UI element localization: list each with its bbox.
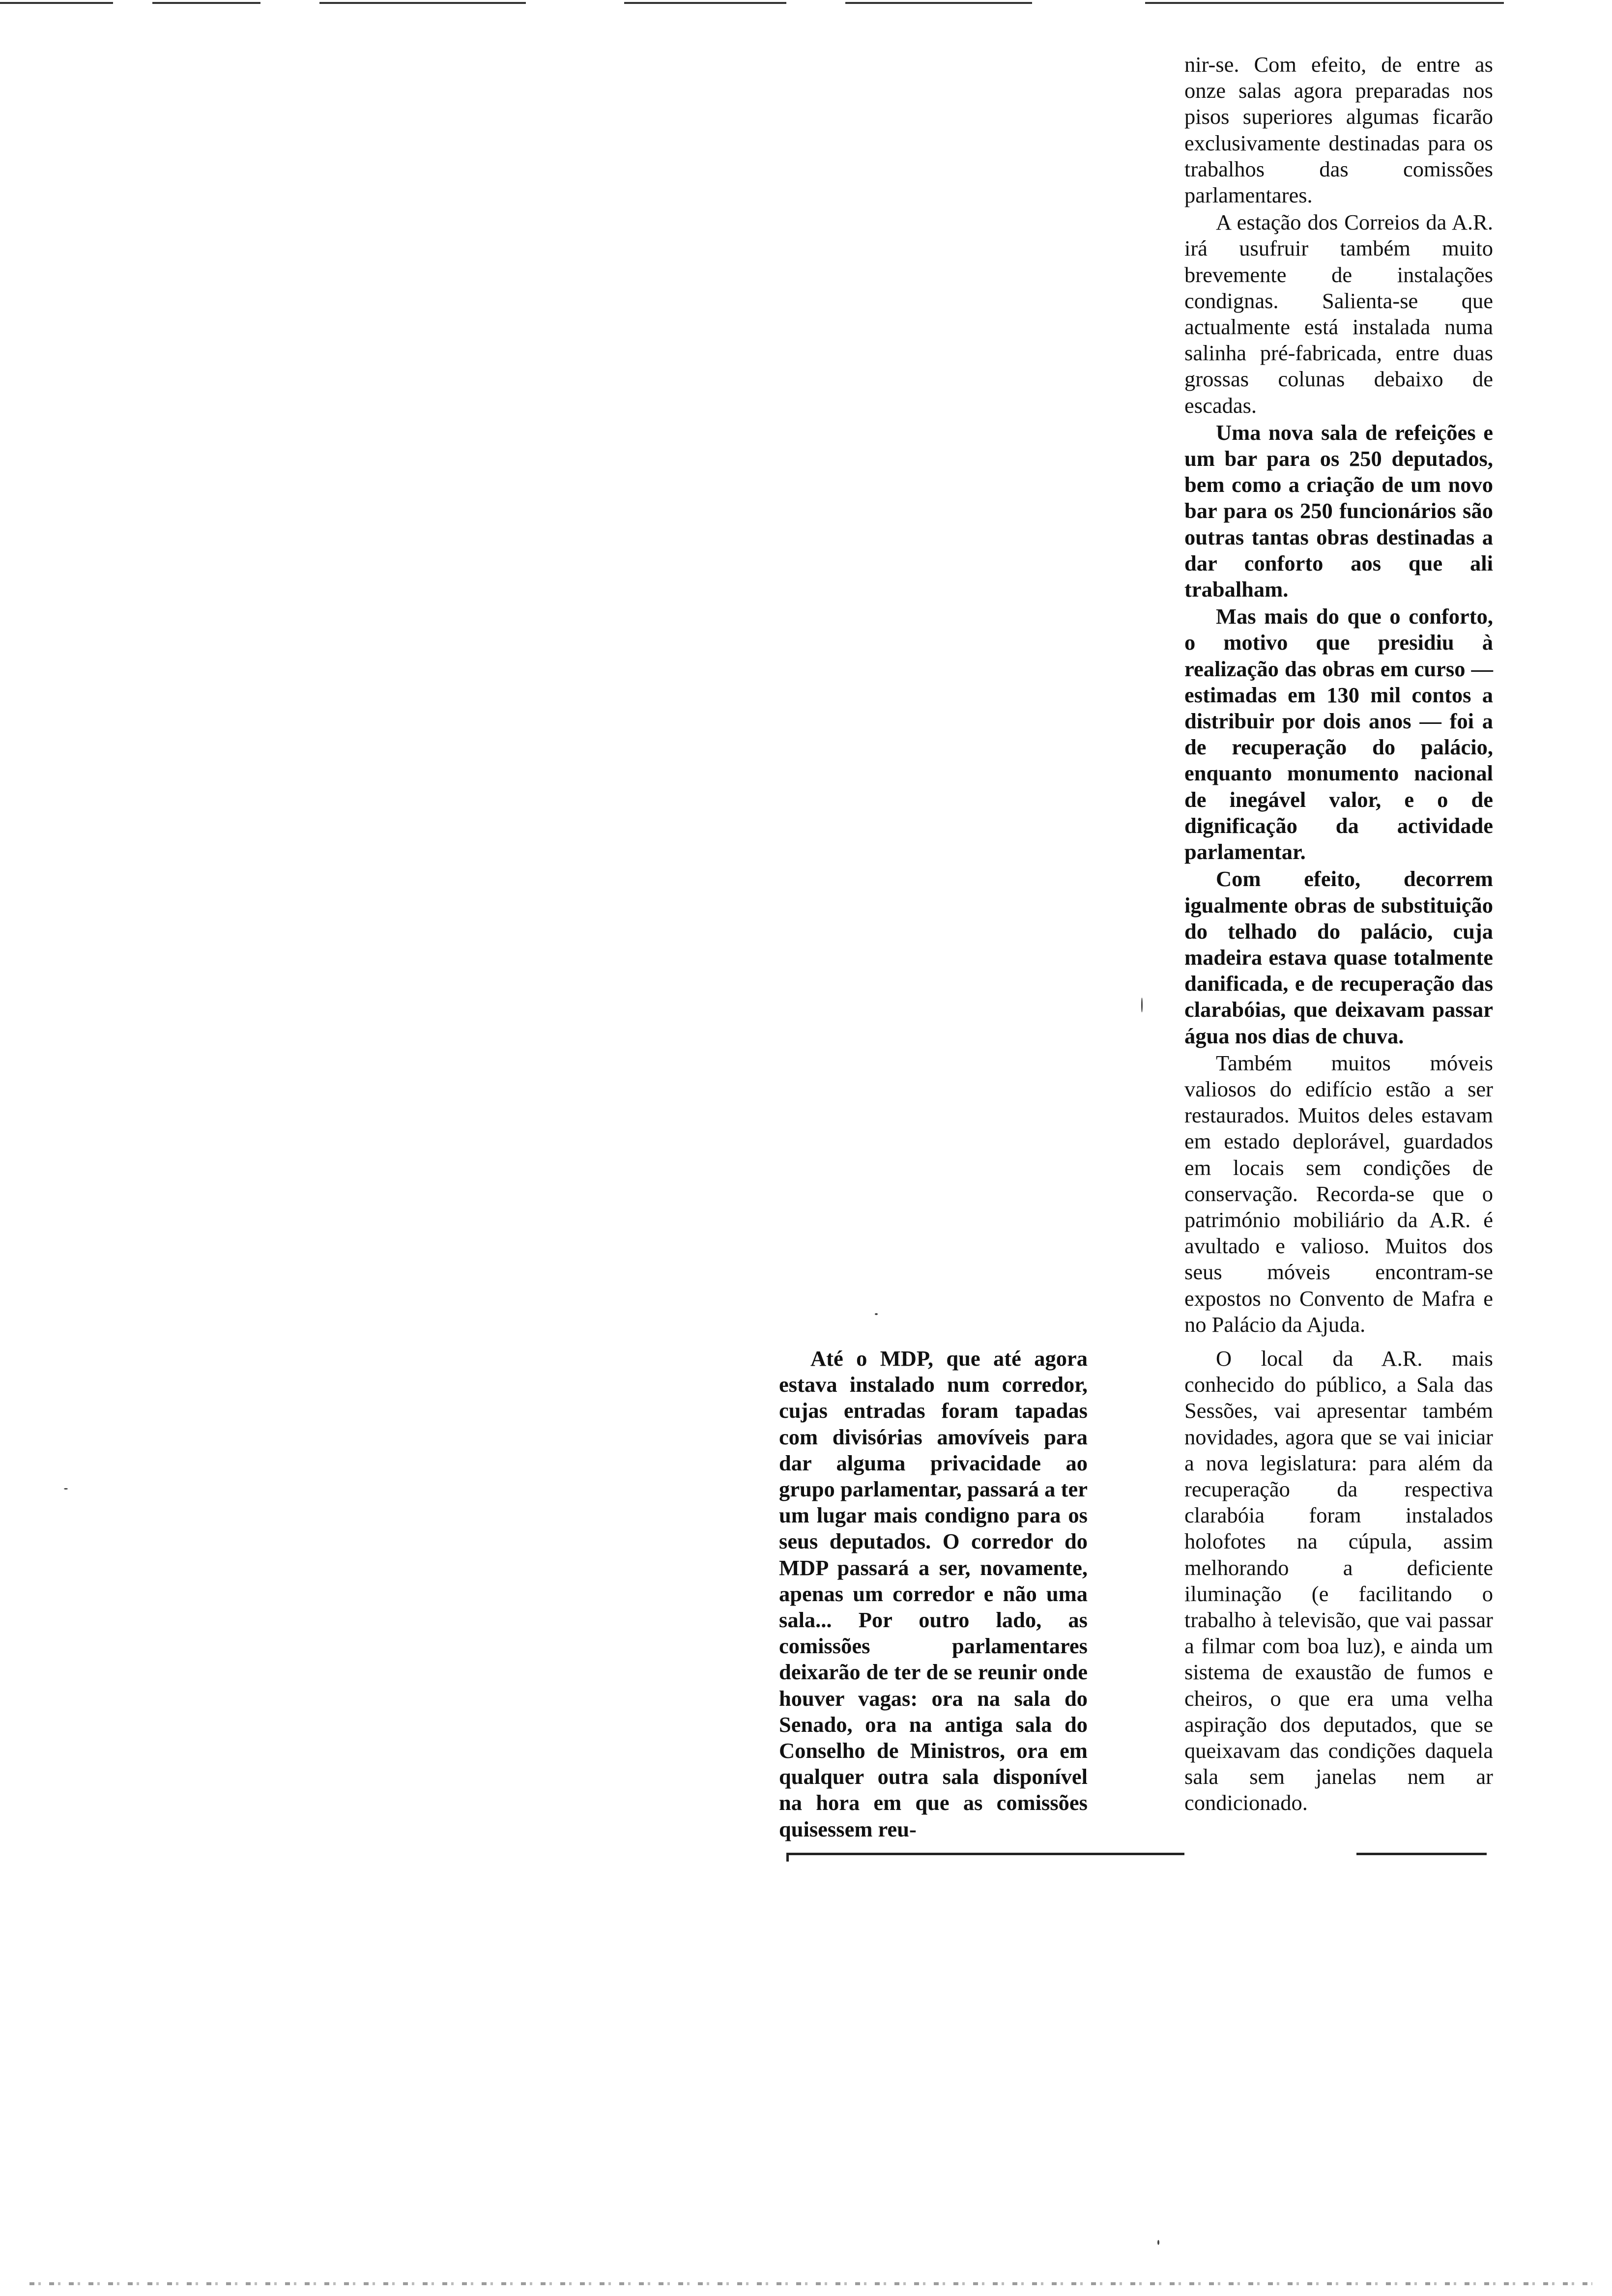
top-rule bbox=[1145, 2, 1504, 4]
top-rule bbox=[0, 2, 113, 4]
bottom-rule bbox=[786, 1853, 1184, 1855]
top-rule bbox=[845, 2, 1032, 4]
top-rule bbox=[319, 2, 526, 4]
article-paragraph: Uma nova sala de refeições e um bar para os 250 deputados, bem como a criação de um novo bar para os 250 funcionários são outras tantas obras destinadas a dar conforto aos que ali trabalham. bbox=[1184, 420, 1493, 602]
article-paragraph: Também muitos móveis valiosos do edifício estão a ser restaurados. Muitos deles estavam em estado deplorável, guardados em locais sem condições de conservação. Recorda-se que o património mobiliário da A.R. é avultado e valioso. Muitos dos seus móveis encontram-se expostos no Convento de Mafra e no Palácio da Ajuda. bbox=[1184, 1050, 1493, 1337]
article-column-bottom-left bbox=[779, 1346, 1088, 1842]
scan-noise-strip bbox=[29, 2282, 1592, 2285]
scan-speck bbox=[1157, 2240, 1159, 2245]
bottom-rule bbox=[1356, 1853, 1487, 1855]
article-column-bottom-right bbox=[1184, 1346, 1493, 1816]
article-paragraph: A estação dos Correios da A.R. irá usufruir também muito brevemente de instalações condignas. Salienta-se que actualmente está instalada numa salinha pré-fabricada, entre duas grossas colunas debaixo de escadas. bbox=[1184, 210, 1493, 418]
scan-speck bbox=[875, 1313, 878, 1315]
article-paragraph: nir-se. Com efeito, de entre as onze salas agora preparadas nos pisos superiores algumas ficarão exclusivamente destinadas para os trabalhos das comissões parlamentares. bbox=[1184, 52, 1493, 208]
article-column-top-right bbox=[1184, 52, 1493, 1338]
top-rule bbox=[624, 2, 786, 4]
article-paragraph: Com efeito, decorrem igualmente obras de substituição do telhado do palácio, cuja madeira estava quase totalmente danificada, e de recuperação das clarabóias, que deixavam passar água nos dias de chuva. bbox=[1184, 866, 1493, 1048]
bottom-rule-tick bbox=[786, 1853, 789, 1862]
top-rule bbox=[152, 2, 260, 4]
article-paragraph: Mas mais do que o conforto, o motivo que presidiu à realização das obras em curso — estimadas em 130 mil contos a distribuir por dois anos — foi a de recuperação do palácio, enquanto monumento nacional de inegável valor, e o de dignificação da actividade parlamentar. bbox=[1184, 604, 1493, 864]
scan-speck bbox=[64, 1488, 68, 1490]
article-paragraph: O local da A.R. mais conhecido do público, a Sala das Sessões, vai apresentar também novidades, agora que se vai iniciar a nova legislatura: para além da recuperação da respectiva clarabóia foram instalados holofotes na cúpula, assim melhorando a deficiente iluminação (e facilitando o trabalho à televisão, que vai passar a filmar com boa luz), e ainda um sistema de exaustão de fumos e cheiros, o que era uma velha aspiração dos deputados, que se queixavam das condições daquela sala sem janelas nem ar condicionado. bbox=[1184, 1346, 1493, 1815]
article-paragraph: Até o MDP, que até agora estava instalado num corredor, cujas entradas foram tapadas com divisórias amovíveis para dar alguma privacidade ao grupo parlamentar, passará a ter um lugar mais condigno para os seus deputados. O corredor do MDP passará a ser, novamente, apenas um corredor e não uma sala... Por outro lado, as comissões parlamentares deixarão de ter de se reunir onde houver vagas: ora na sala do Senado, ora na antiga sala do Conselho de Ministros, ora em qualquer outra sala disponível na hora em que as comissões quisessem reu- bbox=[779, 1346, 1088, 1841]
scan-speck bbox=[1141, 998, 1143, 1012]
